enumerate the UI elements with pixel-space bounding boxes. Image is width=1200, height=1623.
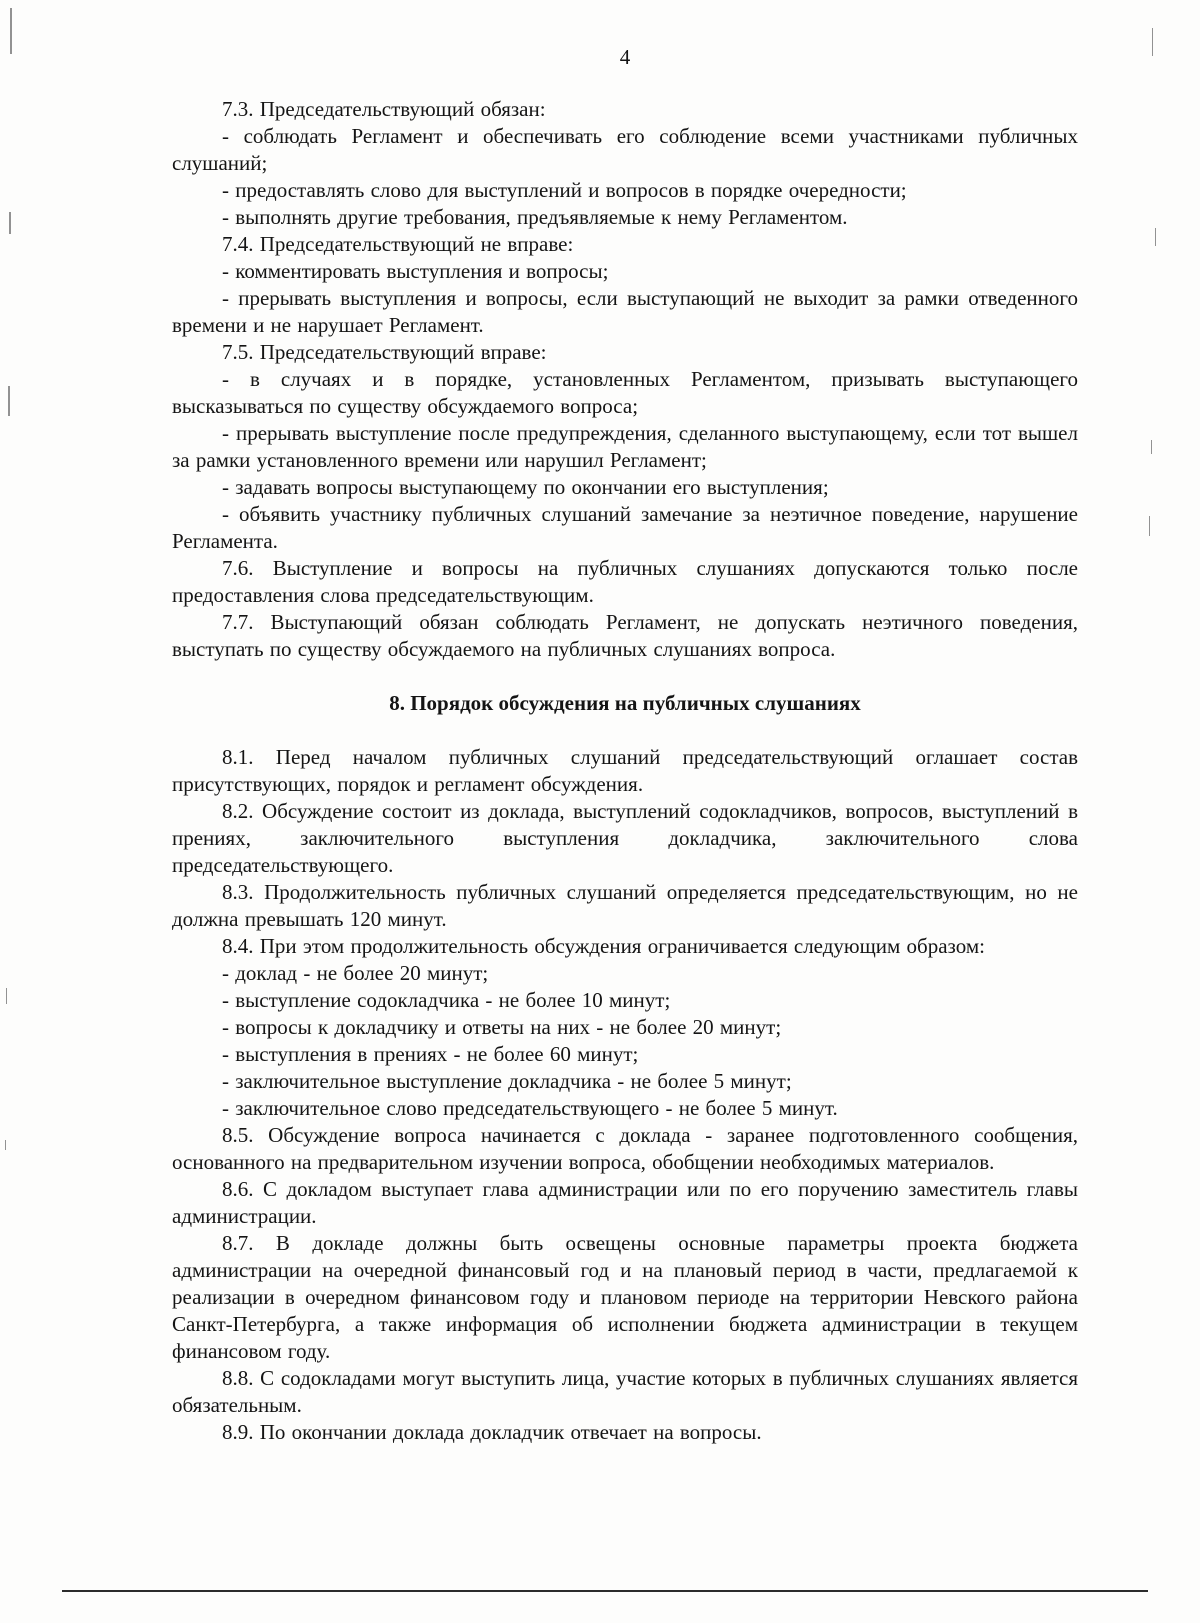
paragraph: - в случаях и в порядке, установленных Регламентом, призывать выступающего высказываться по существу обсуждаемого вопроса; [172, 367, 1078, 418]
scan-artifact [10, 8, 12, 54]
scan-artifact [1151, 440, 1152, 454]
paragraph: 7.4. Председательствующий не вправе: [222, 232, 574, 256]
paragraph: 8.2. Обсуждение состоит из доклада, выступлений содокладчиков, вопросов, выступлений в прениях, заключительного выступления докладчика, заключительного слова председательствующего. [172, 799, 1078, 877]
paragraph: 7.7. Выступающий обязан соблюдать Регламент, не допускать неэтичного поведения, выступать по существу обсуждаемого на публичных слушаниях вопроса. [172, 610, 1078, 661]
paragraph: - выполнять другие требования, предъявляемые к нему Регламентом. [222, 205, 848, 229]
paragraph: - вопросы к докладчику и ответы на них - не более 20 минут; [222, 1015, 782, 1039]
paragraph: 8.1. Перед началом публичных слушаний председательствующий оглашает состав присутствующих, порядок и регламент обсуждения. [172, 745, 1078, 796]
section-heading: 8. Порядок обсуждения на публичных слушаниях [389, 691, 861, 715]
scan-artifact [8, 386, 10, 416]
paragraph: - задавать вопросы выступающему по окончании его выступления; [222, 475, 829, 499]
scan-artifact [5, 1140, 6, 1150]
paragraph: 8.3. Продолжительность публичных слушаний определяется председательствующим, но не должна превышать 120 минут. [172, 880, 1078, 931]
paragraph: - комментировать выступления и вопросы; [222, 259, 609, 283]
paragraph: 8.5. Обсуждение вопроса начинается с доклада - заранее подготовленного сообщения, основанного на предварительном изучении вопроса, обобщении необходимых материалов. [172, 1123, 1078, 1174]
paragraph: 8.4. При этом продолжительность обсуждения ограничивается следующим образом: [222, 934, 985, 958]
scan-artifact [9, 212, 11, 234]
scan-artifact [1155, 228, 1156, 246]
paragraph: - прерывать выступление после предупреждения, сделанного выступающему, если тот вышел за рамки установленного времени или нарушил Регламент; [172, 421, 1078, 472]
paragraph: 7.3. Председательствующий обязан: [222, 97, 546, 121]
paragraph: 8.8. С содокладами могут выступить лица, участие которых в публичных слушаниях является обязательным. [172, 1366, 1078, 1417]
paragraph: - прерывать выступления и вопросы, если выступающий не выходит за рамки отведенного времени и не нарушает Регламент. [172, 286, 1078, 337]
paragraph: 8.6. С докладом выступает глава администрации или по его поручению заместитель главы администрации. [172, 1177, 1078, 1228]
paragraph: 8.9. По окончании доклада докладчик отвечает на вопросы. [222, 1420, 762, 1444]
document-body [172, 96, 1078, 1446]
paragraph: - заключительное слово председательствующего - не более 5 минут. [222, 1096, 838, 1120]
paragraph: - выступление содокладчика - не более 10 минут; [222, 988, 671, 1012]
page-number: 4 [619, 45, 631, 69]
scan-artifact [1152, 28, 1153, 56]
paragraph: - предоставлять слово для выступлений и вопросов в порядке очередности; [222, 178, 907, 202]
paragraph: 7.6. Выступление и вопросы на публичных слушаниях допускаются только после предоставления слова председательствующим. [172, 556, 1078, 607]
scan-artifact [6, 988, 7, 1004]
paragraph: - выступления в прениях - не более 60 минут; [222, 1042, 639, 1066]
bottom-rule [62, 1590, 1148, 1592]
paragraph: 8.7. В докладе должны быть освещены основные параметры проекта бюджета администрации на очередной финансовый год и на плановый период в части, предлагаемой к реализации в очередном финансовом году и плановом периоде на территории Невского района Санкт-Петербурга, а также информация об исполнении бюджета администрации в текущем финансовом году. [172, 1231, 1078, 1363]
paragraph: - доклад - не более 20 минут; [222, 961, 489, 985]
scan-artifact [1149, 516, 1150, 536]
paragraph: 7.5. Председательствующий вправе: [222, 340, 547, 364]
paragraph: - объявить участнику публичных слушаний замечание за неэтичное поведение, нарушение Регламента. [172, 502, 1078, 553]
paragraph: - заключительное выступление докладчика - не более 5 минут; [222, 1069, 792, 1093]
paragraph: - соблюдать Регламент и обеспечивать его соблюдение всеми участниками публичных слушаний; [172, 124, 1078, 175]
